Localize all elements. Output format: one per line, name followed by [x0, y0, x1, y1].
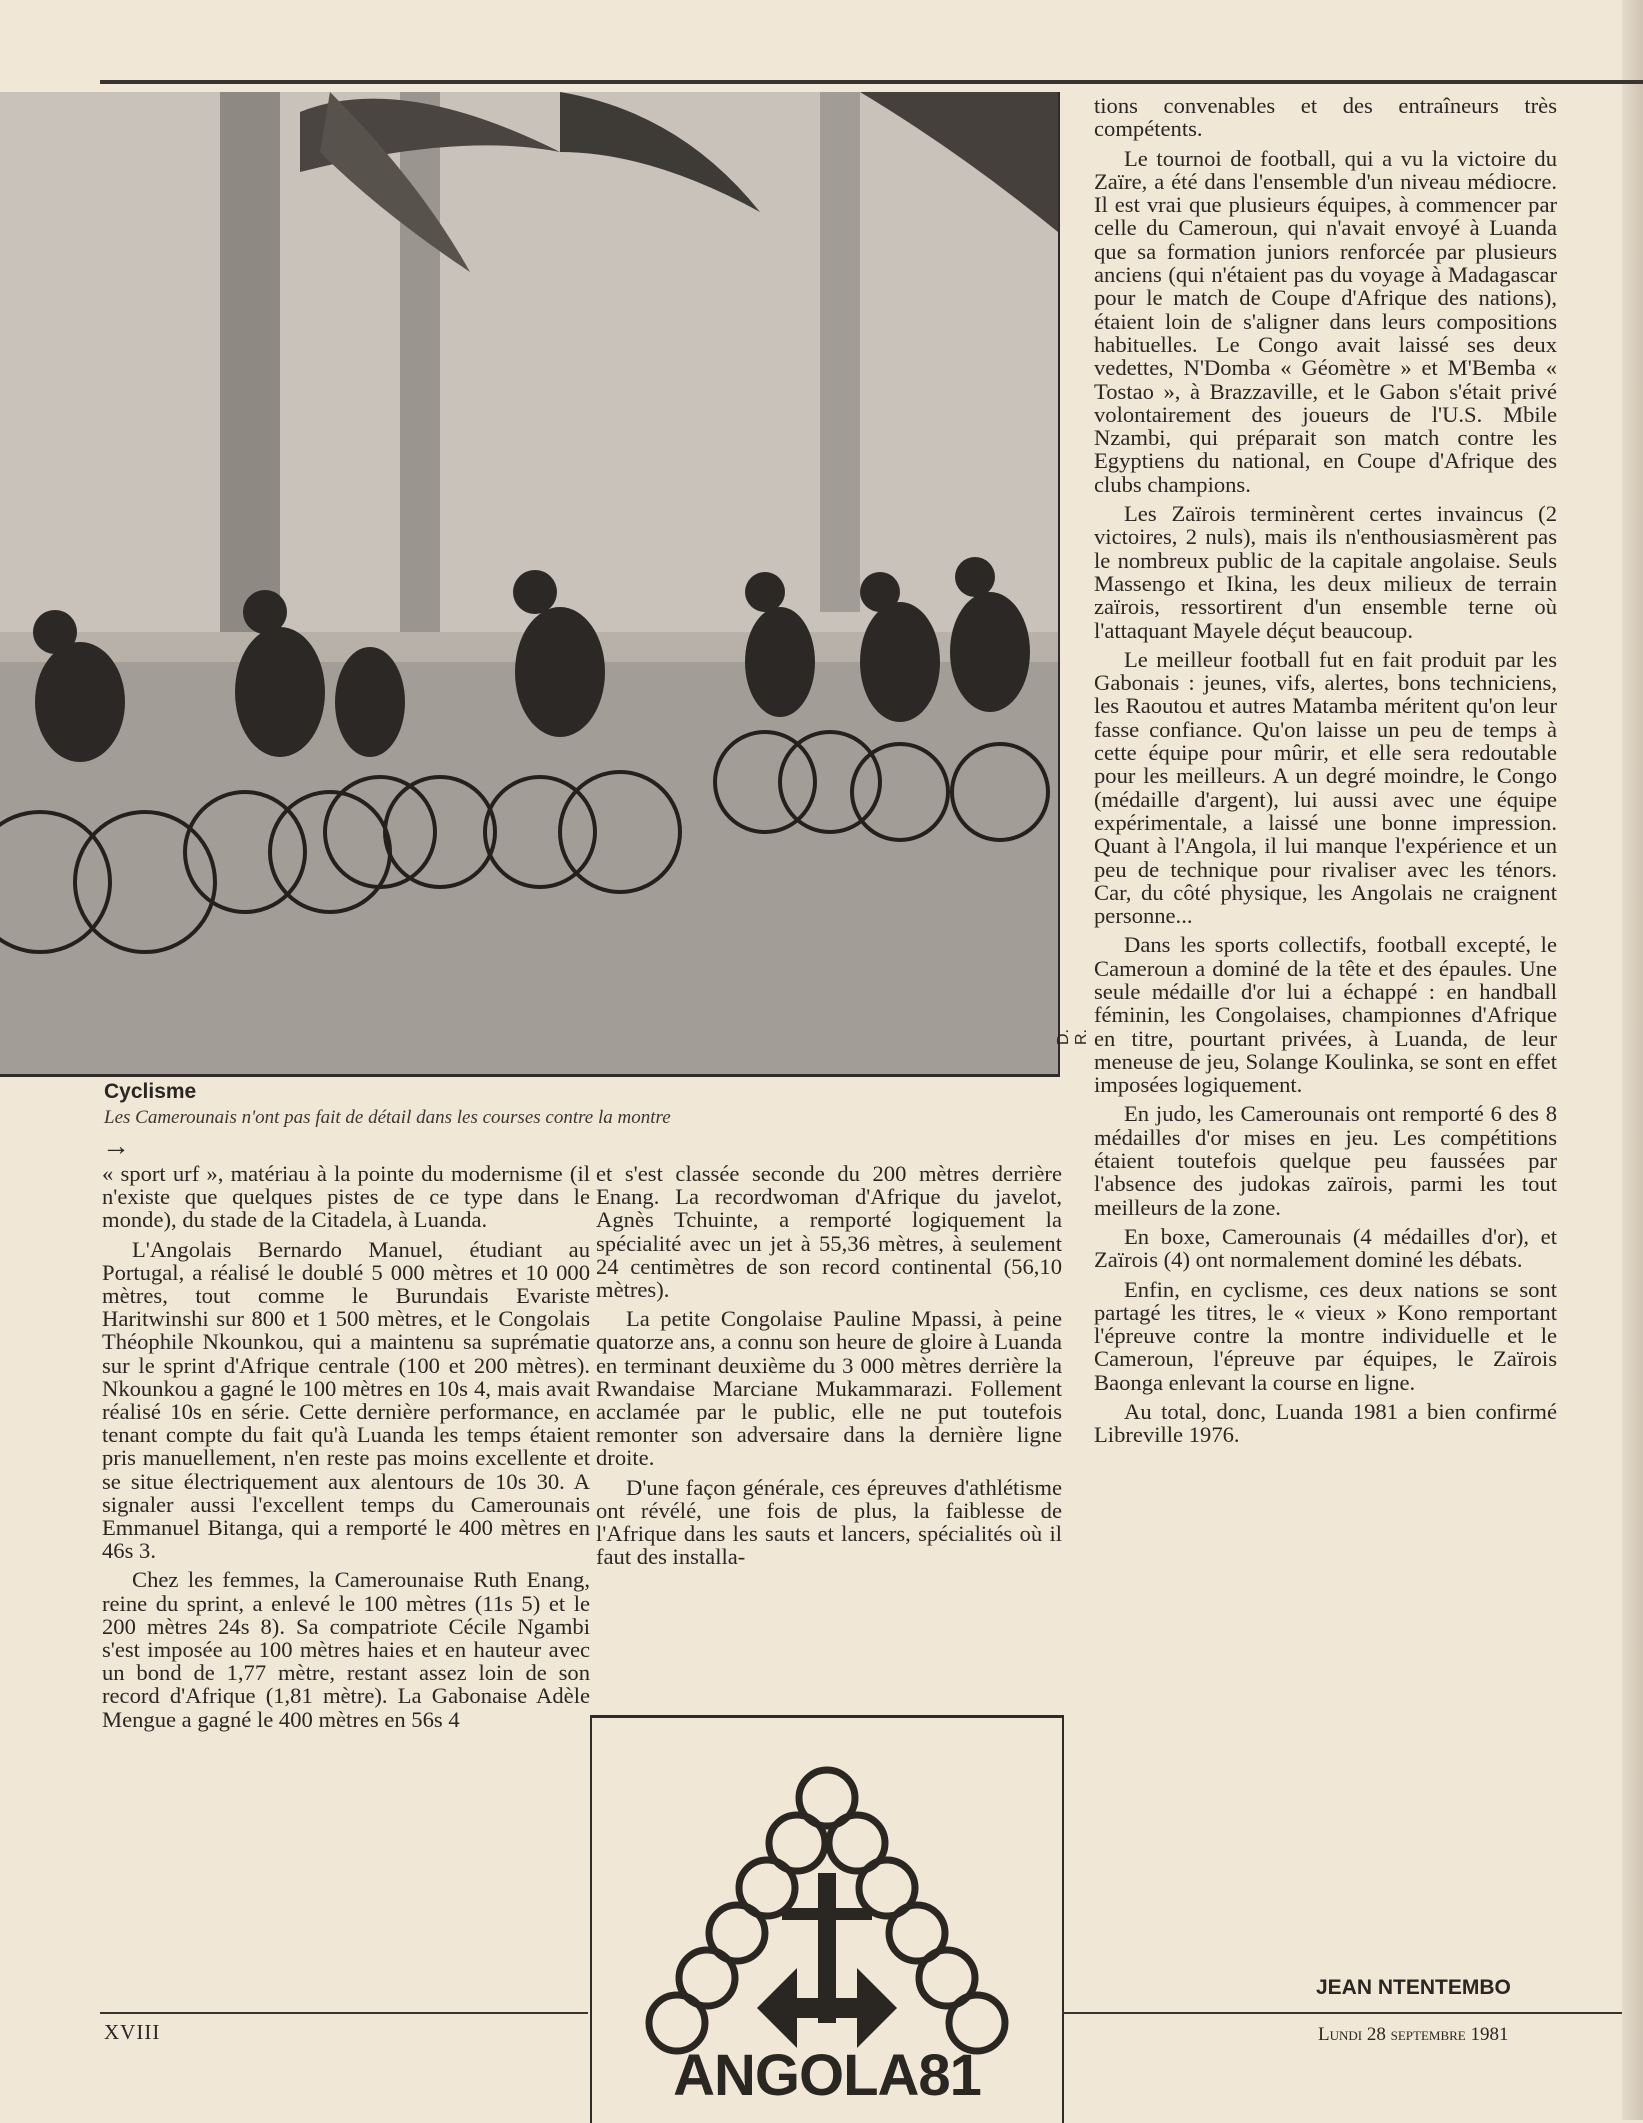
paragraph: En boxe, Camerounais (4 médailles d'or), et Zaïrois (4) ont normalement dominé les débats. [1094, 1223, 1557, 1273]
paragraph: Le tournoi de football, qui a vu la victoire du Zaïre, a été dans l'ensemble d'un niveau médiocre. Il est vrai que plusieurs équipes, à commencer par celle du Cameroun, qui n'avait envoyé à Luanda que sa formation juniors renforcée par plusieurs anciens (qui n'étaient pas du voyage à Madagascar pour le match de Coupe d'Afrique des nations), étaient loin de s'aligner dans leurs compositions habituelles. Le Congo avait laissé ses deux vedettes, N'Domba « Géomètre » et M'Bemba « Tostao », à Brazzaville, et le Gabon s'était privé volontairement des joueurs de l'U.S. Mbile Nzambi, qui préparait son match contre les Egyptiens du national, en Coupe d'Afrique des clubs champions. [1094, 145, 1557, 497]
bottom-rule-left [100, 2012, 588, 2014]
bottom-rule-right [1062, 2012, 1622, 2014]
paragraph: Chez les femmes, la Camerounaise Ruth Enang, reine du sprint, a enlevé le 100 mètres (11s 5) et le 200 mètres 24s 8). Sa compatriote Cécile Ngambi s'est imposée au 100 mètres haies et en hauteur avec un bond de 1,77 mètre, restant assez loin de son record d'Afrique (1,81 mètre). La Gabonaise Adèle Mengue a gagné le 400 mètres en 56s 4 [102, 1567, 590, 1732]
paragraph: En judo, les Camerounais ont remporté 6 des 8 médailles d'or mises en jeu. Les compétitions étaient toutefois quelque peu faussées par l'absence des judokas zaïrois, parmi les tout meilleurs de la zone. [1094, 1101, 1557, 1220]
page-number: XVIII [104, 2020, 161, 2044]
paragraph: Dans les sports collectifs, football excepté, le Cameroun a dominé de la tête et des épaules. Une seule médaille d'or lui a échappé : en handball féminin, les Congolaises, championnes d'Afrique en titre, pourtant privées, à Luanda, de leur meneuse de jeu, Solange Koulinka, se sont en effet imposées logiquement. [1094, 932, 1557, 1098]
author-byline: JEAN NTENTEMBO [1316, 1976, 1511, 1999]
paragraph: Les Zaïrois terminèrent certes invaincus (2 victoires, 2 nuls), mais ils n'enthousiasmèrent pas le nombreux public de la capitale angolaise. Seuls Massengo et Ikina, les deux milieux de terrain zaïrois, ressortirent d'un ensemble terne où l'attaquant Mayele déçut beaucoup. [1094, 501, 1557, 643]
article-column-3 [1094, 94, 1557, 1453]
paragraph: Enfin, en cyclisme, ces deux nations se sont partagé les titres, le « vieux » Kono remportant l'épreuve contre la montre individuelle et le Cameroun, l'épreuve par équipes, le Zaïrois Baonga enlevant la course en ligne. [1094, 1276, 1557, 1395]
issue-date: Lundi 28 septembre 1981 [1318, 2024, 1509, 2045]
angola81-logo-text: ANGOLA81 [673, 2043, 981, 2108]
paragraph: L'Angolais Bernardo Manuel, étudiant au Portugal, a réalisé le doublé 5 000 mètres et 10 000 mètres, tout comme le Burundais Evariste Haritwinshi sur 800 et 1 500 mètres, et le Congolais Théophile Nkounkou, qui a maintenu sa suprématie sur le sprint d'Afrique centrale (100 et 200 mètres). Nkounkou a gagné le 100 mètres en 10s 4, mais avait réalisé 10s en série. Cette dernière performance, en tenant compte du fait qu'à Luanda les temps étaient pris manuellement, n'en reste pas moins excellente et se situe électriquement aux alentours de 10s 30. A signaler aussi l'excellent temps du Camerounais Emmanuel Bitanga, qui a remporté le 400 mètres en 46s 3. [102, 1236, 590, 1564]
caption-text: Les Camerounais n'ont pas fait de détail dans les courses contre la montre [104, 1107, 671, 1128]
top-rule [100, 80, 1643, 84]
cycling-photo [0, 92, 1060, 1077]
caption-title: Cyclisme [104, 1080, 197, 1103]
article-column-2 [596, 1162, 1062, 1574]
angola81-logo-box [590, 1715, 1064, 2123]
page-edge [1622, 0, 1643, 2120]
paragraph: Le meilleur football fut en fait produit par les Gabonais : jeunes, vifs, alertes, bons techniciens, les Raoutou et autres Matamba méritent qu'on leur fasse confiance. Qu'on laisse un peu de temps à cette équipe pour mûrir, et elle sera redoutable pour les meilleurs. A un degré moindre, le Congo (médaille d'argent), lui aussi avec une équipe expérimentale, a laissé une bonne impression. Quant à l'Angola, il lui manque l'expérience et un peu de technique pour rivaliser avec les ténors. Car, du côté physique, les Angolais ne craignent personne... [1094, 646, 1557, 929]
paragraph: et s'est classée seconde du 200 mètres derrière Enang. La recordwoman d'Afrique du javelot, Agnès Tchuinte, a remporté logiquement la spécialité avec un jet à 55,36 mètres, à seulement 24 centimètres de son record continental (56,10 mètres). [596, 1161, 1062, 1303]
paragraph: « sport urf », matériau à la pointe du modernisme (il n'existe que quelques pistes de ce type dans le monde), du stade de la Citadela, à Luanda. [102, 1161, 590, 1233]
paragraph: tions convenables et des entraîneurs très compétents. [1094, 93, 1557, 142]
games-emblem-icon [592, 1758, 1062, 2058]
paragraph: La petite Congolaise Pauline Mpassi, à peine quatorze ans, a connu son heure de gloire à Luanda en terminant deuxième du 3 000 mètres derrière la Rwandaise Marciane Mukammarazi. Follement acclamée par le public, elle ne put toutefois remonter son adversaire dans la dernière ligne droite. [596, 1306, 1062, 1471]
paragraph: D'une façon générale, ces épreuves d'athlétisme ont révélé, une fois de plus, la faiblesse de l'Afrique dans les sauts et lancers, spécialités où il faut des installa- [596, 1474, 1062, 1570]
continuation-arrow: → [102, 1131, 130, 1162]
paragraph: Au total, donc, Luanda 1981 a bien confirmé Libreville 1976. [1094, 1399, 1557, 1448]
photo-credit: D. R. [1055, 1029, 1090, 1045]
article-column-1 [102, 1162, 590, 1737]
